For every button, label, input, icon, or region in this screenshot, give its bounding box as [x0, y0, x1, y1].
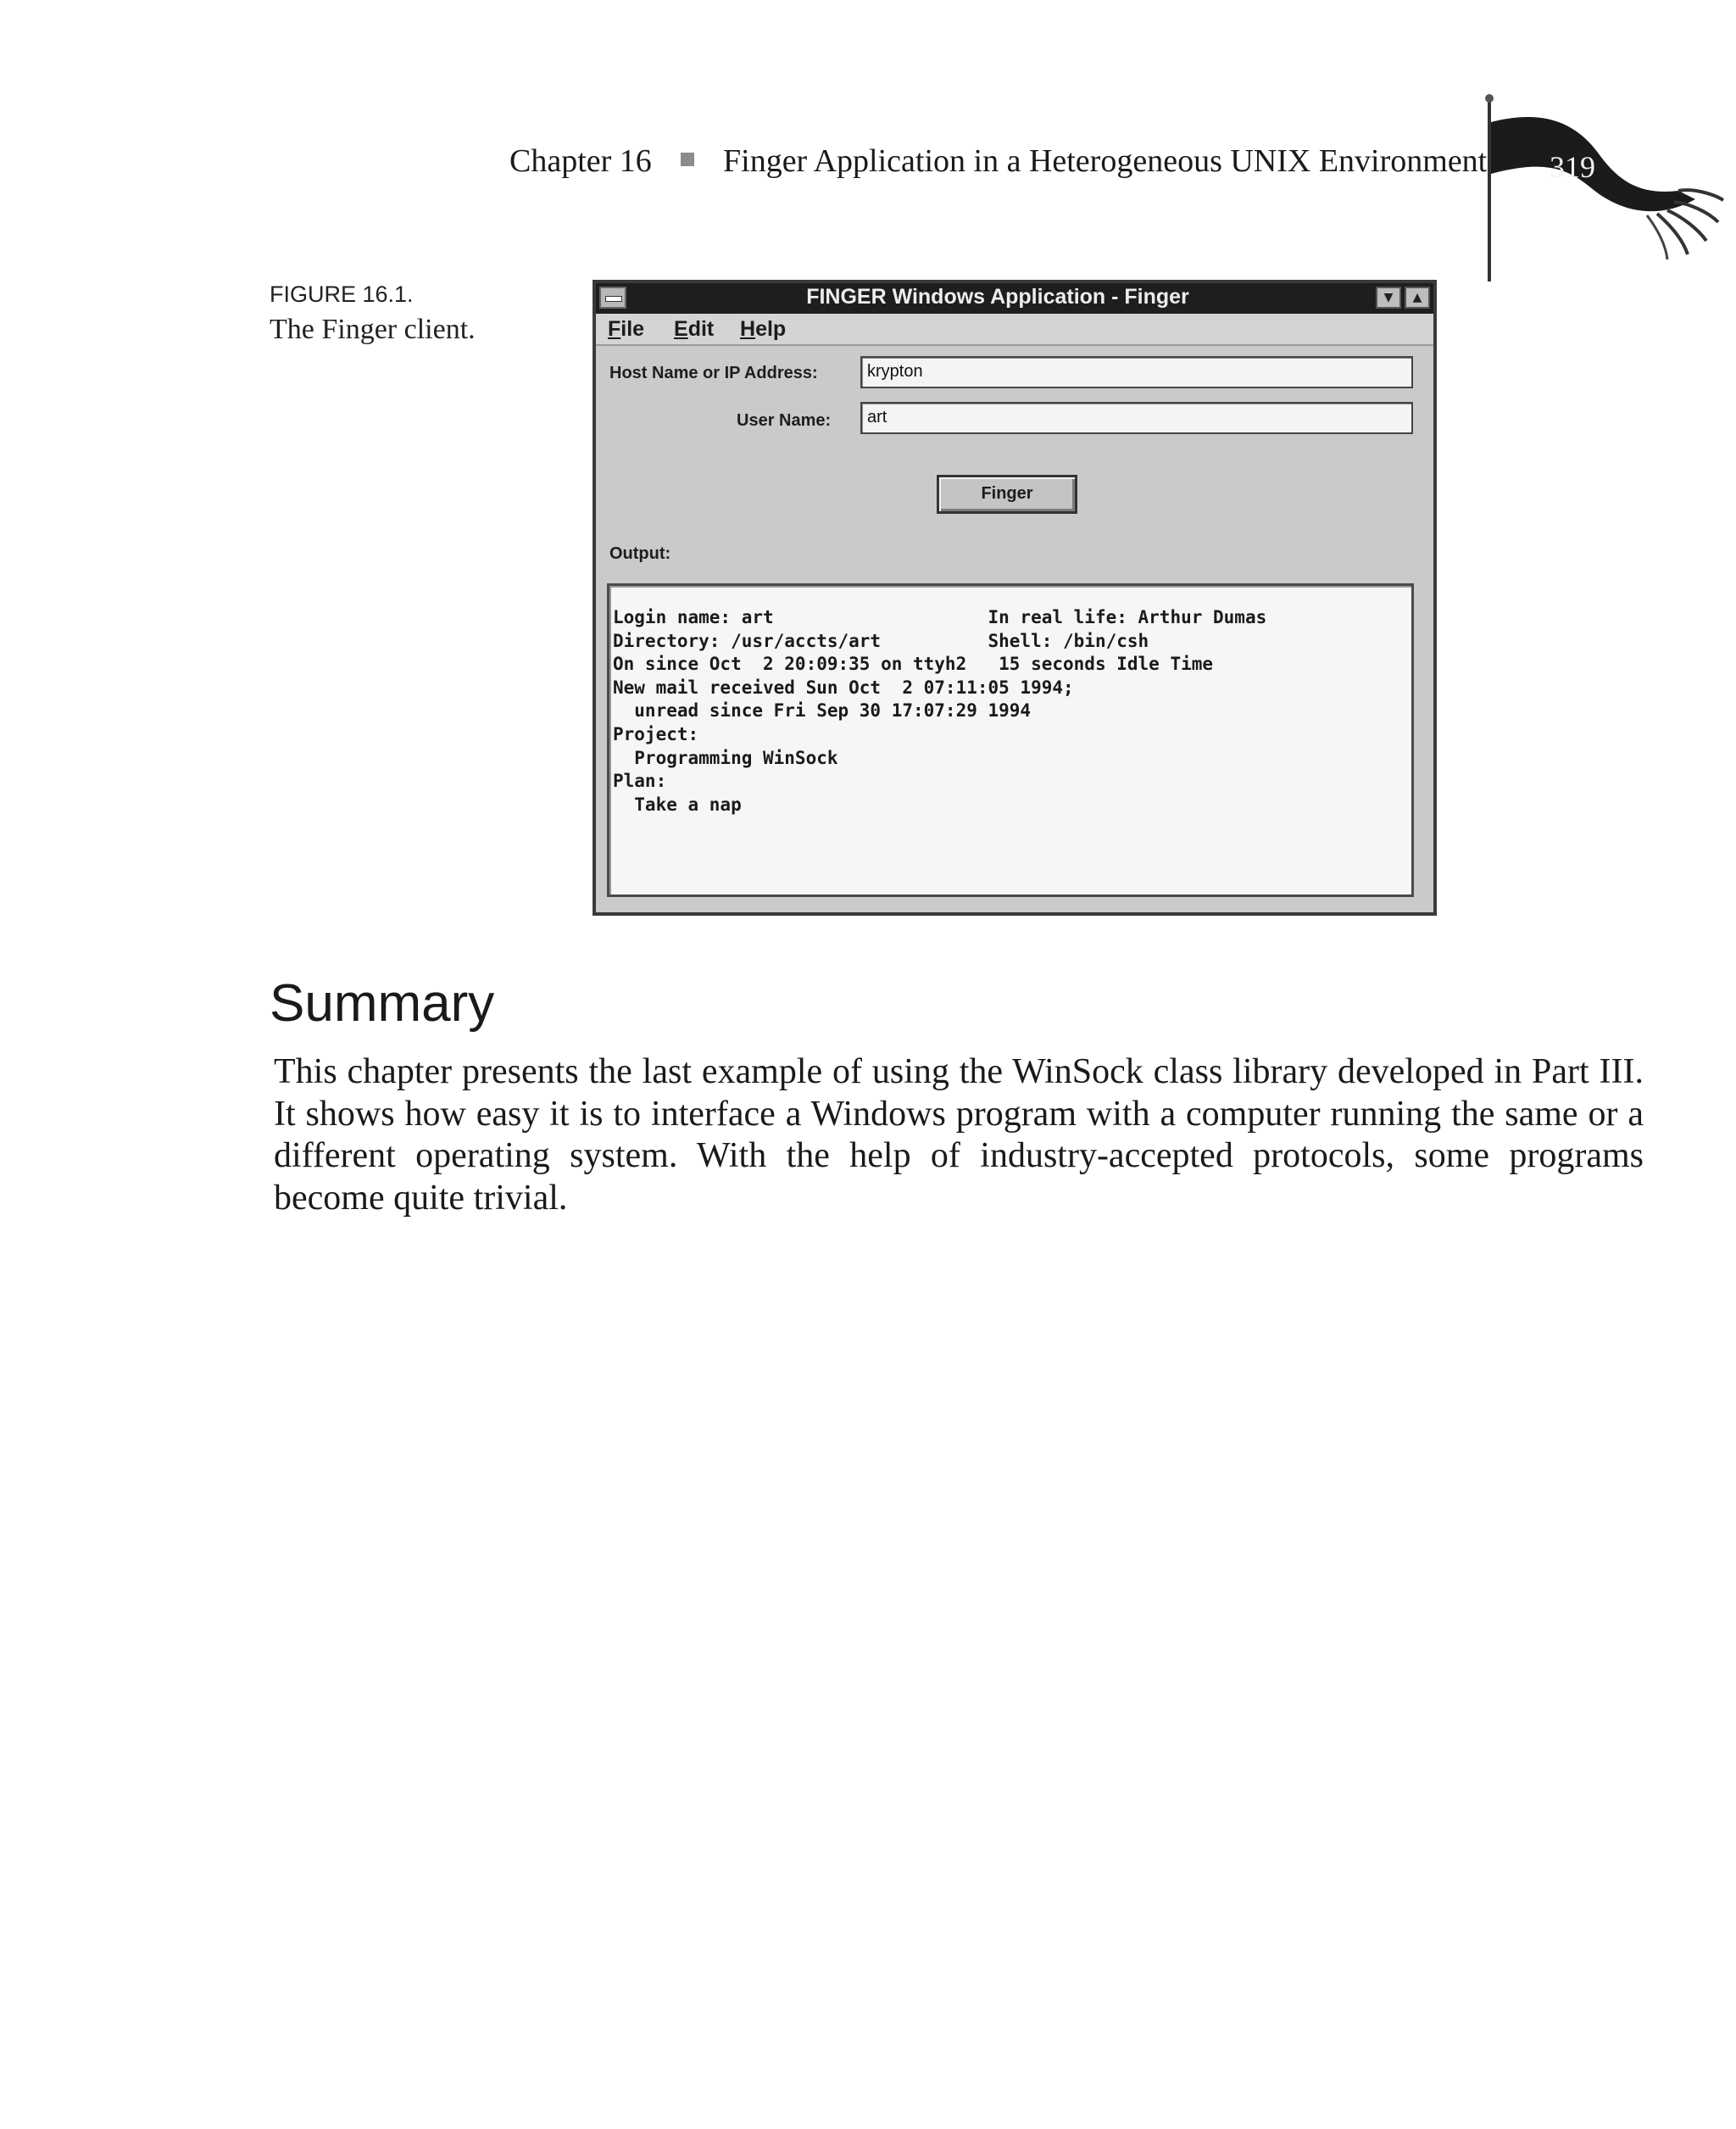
figure-caption: The Finger client. — [270, 314, 476, 345]
output-line: On since Oct 2 20:09:35 on ttyh2 15 seconds Idle Time — [613, 654, 1214, 675]
window-client — [596, 346, 1433, 912]
output-line: Login name: art In real life: Arthur Dumas — [613, 607, 1267, 627]
output-line: unread since Fri Sep 30 17:07:29 1994 — [613, 700, 1032, 722]
header-bullet-icon — [681, 153, 694, 166]
output-line: Take a nap — [613, 794, 742, 815]
summary-paragraph: This chapter presents the last example of using the WinSock class library developed in Part III. It shows how easy it is to interface a Windows program with a computer running the same or a different operating system. With the help of industry-accepted protocols, some programs become quite trivial. — [274, 1052, 1644, 1218]
output-line: Directory: /usr/accts/art Shell: /bin/csh — [613, 630, 1149, 651]
finger-window — [593, 280, 1437, 916]
user-input[interactable]: art — [860, 402, 1413, 434]
output-label: Output: — [609, 544, 671, 563]
finger-button[interactable]: Finger — [937, 475, 1077, 514]
output-line: New mail received Sun Oct 2 07:11:05 1994; — [613, 677, 1074, 698]
menu-file[interactable]: File — [608, 317, 645, 341]
figure-label: FIGURE 16.1. — [270, 281, 414, 307]
header-title: Finger Application in a Heterogeneous UNIX Environment — [723, 143, 1488, 179]
user-label: User Name: — [737, 411, 832, 430]
window-title: FINGER Windows Application - Finger — [806, 285, 1189, 309]
system-menu-icon[interactable] — [599, 287, 626, 309]
output-line: Programming WinSock — [613, 747, 838, 768]
output-line: Plan: — [613, 771, 667, 792]
header-chapter: Chapter 16 — [509, 143, 652, 179]
output-box[interactable] — [607, 583, 1414, 897]
summary-heading: Summary — [270, 974, 495, 1033]
window-titlebar[interactable] — [596, 283, 1433, 314]
page-number: 319 — [1550, 150, 1595, 184]
output-line: Project: — [613, 723, 699, 744]
host-input[interactable]: krypton — [860, 356, 1413, 388]
minimize-icon[interactable]: ▼ — [1376, 287, 1401, 309]
menu-bar — [596, 314, 1433, 346]
maximize-icon[interactable]: ▲ — [1405, 287, 1430, 309]
menu-help[interactable]: Help — [740, 317, 787, 341]
host-label: Host Name or IP Address: — [609, 364, 818, 382]
flag-icon — [1471, 93, 1725, 288]
menu-edit[interactable]: Edit — [674, 317, 715, 341]
